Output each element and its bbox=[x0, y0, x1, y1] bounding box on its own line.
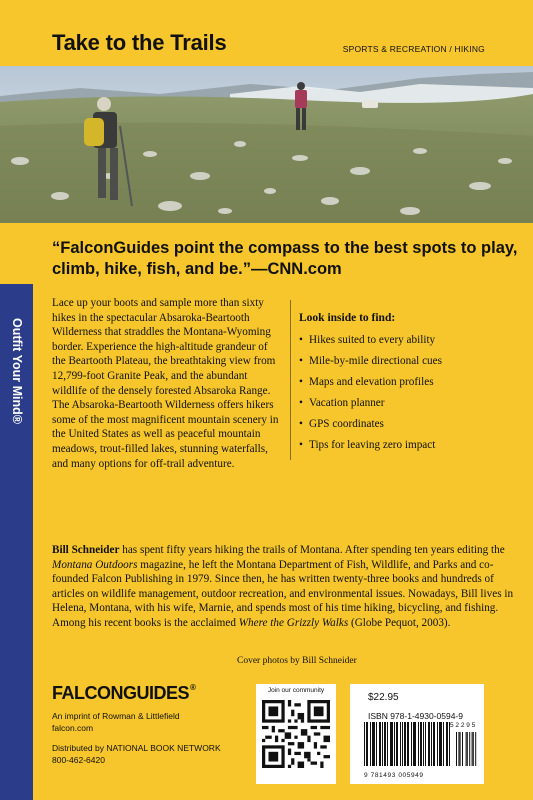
barcode-bar bbox=[373, 722, 374, 766]
barcode-addon-bar bbox=[469, 732, 470, 766]
barcode-bar bbox=[439, 722, 440, 766]
feature-item: • Maps and elevation profiles bbox=[299, 372, 499, 393]
imprint-info bbox=[52, 711, 180, 734]
barcode-bar bbox=[367, 722, 368, 766]
book-description: Lace up your boots and sample more than sixty hikes in the spectacular Absaroka-Beartooth Wilderness that straddles the Montana-Wyoming border. Experience the high-altitude grandeur of the Beartooth Plateau, the breathtaking view from 12,799-foot Granite Peak, and the abundant wildlife of the densely forested Absaroka Range. The Absaroka-Beartooth Wilderness offers hikers some of the most magnificent mountain scenery in the United States as well as peaceful mountain meadows, trout-filled lakes, stunning waterfalls, and many options for off-trail adventure. bbox=[52, 297, 279, 470]
feature-item: • Hikes suited to every ability bbox=[299, 330, 499, 351]
qr-code[interactable] bbox=[262, 700, 330, 768]
feature-item: • Vacation planner bbox=[299, 393, 499, 414]
qr-code-panel bbox=[256, 684, 336, 784]
barcode-addon-bar bbox=[472, 732, 473, 766]
imprint-line: An imprint of Rowman & Littlefield bbox=[52, 711, 180, 721]
barcode-bar bbox=[428, 722, 429, 766]
photo-credit: Cover photos by Bill Schneider bbox=[237, 656, 357, 666]
barcode-bar bbox=[402, 722, 403, 766]
barcode-bar bbox=[420, 722, 421, 766]
barcode-bar bbox=[376, 722, 377, 766]
sidebar-tagline bbox=[10, 318, 26, 468]
barcode-bar bbox=[425, 722, 426, 766]
price-label: $22.95 bbox=[368, 692, 399, 703]
feature-item: • Tips for leaving zero impact bbox=[299, 435, 499, 456]
falconguides-logo bbox=[52, 683, 195, 704]
barcode-bar bbox=[415, 722, 416, 766]
barcode-bar bbox=[387, 722, 388, 766]
author-bio bbox=[52, 543, 520, 630]
barcode-bar bbox=[447, 722, 448, 766]
features-box bbox=[290, 300, 499, 460]
barcode-bar bbox=[394, 722, 395, 766]
barcode-bar bbox=[431, 722, 432, 766]
barcode-bar bbox=[434, 722, 435, 766]
isbn-label: ISBN 978-1-4930-0594-9 bbox=[368, 711, 463, 721]
barcode-addon-bar bbox=[458, 732, 459, 766]
barcode-bar bbox=[418, 722, 419, 766]
barcode-bar bbox=[440, 722, 441, 766]
bio-text-1: has spent fifty years hiking the trails of Montana. After spending ten years editing the bbox=[119, 544, 505, 556]
barcode-bar bbox=[384, 722, 385, 766]
barcode-bar bbox=[379, 722, 380, 766]
sidebar-tagline-text: Outfit Your Mind® bbox=[10, 318, 24, 424]
barcode-addon-digits: 5 2 2 9 5 bbox=[450, 722, 476, 729]
barcode-panel bbox=[350, 684, 484, 784]
review-quote bbox=[52, 238, 522, 280]
qr-label: Join our community bbox=[267, 687, 325, 694]
features-list bbox=[299, 330, 499, 456]
distributor-info bbox=[52, 743, 221, 766]
book-title: Where the Grizzly Walks bbox=[238, 616, 349, 629]
website-link[interactable]: falcon.com bbox=[52, 722, 94, 733]
quote-text: “FalconGuides point the compass to the best spots to play, climb, hike, fish, and be.”— bbox=[52, 239, 518, 278]
barcode-bar bbox=[400, 722, 401, 766]
barcode-bar bbox=[392, 722, 393, 766]
barcode-bar bbox=[374, 722, 375, 766]
distributor-phone: 800-462-6420 bbox=[52, 754, 105, 765]
barcode-bar bbox=[396, 722, 397, 766]
barcode-addon-bar bbox=[460, 732, 461, 766]
features-title: Look inside to find: bbox=[299, 312, 396, 324]
barcode-bar bbox=[423, 722, 424, 766]
magazine-title: Montana Outdoors bbox=[52, 558, 138, 571]
barcode-addon-bar bbox=[467, 732, 468, 766]
barcode-bar bbox=[421, 722, 422, 766]
barcode-bar bbox=[446, 722, 447, 766]
barcode-bar bbox=[385, 722, 386, 766]
barcode-bar bbox=[429, 722, 430, 766]
barcode-bar bbox=[443, 722, 444, 766]
barcode-bar bbox=[411, 722, 412, 766]
barcode-bar bbox=[414, 722, 415, 766]
barcode-digits: 9 781493 005949 bbox=[364, 772, 424, 779]
feature-item: • GPS coordinates bbox=[299, 414, 499, 435]
barcode-bar bbox=[441, 722, 442, 766]
author-name: Bill Schneider bbox=[52, 544, 120, 556]
barcode-bar bbox=[366, 722, 367, 766]
page-title: Take to the Trails bbox=[52, 30, 227, 55]
barcode-addon-bar bbox=[475, 732, 476, 766]
logo-text: FALCONGUIDES bbox=[52, 683, 190, 703]
isbn-barcode bbox=[364, 722, 478, 772]
barcode-bar bbox=[405, 722, 406, 766]
barcode-bar bbox=[382, 722, 383, 766]
feature-item: • Mile-by-mile directional cues bbox=[299, 351, 499, 372]
barcode-bar bbox=[408, 722, 409, 766]
barcode-bar bbox=[370, 722, 371, 766]
barcode-bar bbox=[433, 722, 434, 766]
category-label: SPORTS & RECREATION / HIKING bbox=[342, 44, 485, 54]
quote-attribution: CNN.com bbox=[267, 260, 342, 278]
barcode-bar bbox=[391, 722, 392, 766]
header-band bbox=[0, 0, 533, 66]
barcode-bar bbox=[404, 722, 405, 766]
bio-text-3: (Globe Pequot, 2003). bbox=[348, 616, 451, 629]
barcode-bar bbox=[364, 722, 365, 766]
barcode-addon-bar bbox=[473, 732, 474, 766]
barcode-bar bbox=[407, 722, 408, 766]
cover-photo bbox=[0, 66, 533, 223]
barcode-bar bbox=[380, 722, 381, 766]
barcode-addon-bar bbox=[456, 732, 457, 766]
barcode-bar bbox=[372, 722, 373, 766]
bio-text-2: magazine, he left the Montana Department of Fish, Wildlife, and Parks and co-founded Falcon Publishing in 1979. Since then, he has written twenty-three books and hundreds of articles on wildlife management, outdoor recreation, and environmental issues. Nowadays, Bill lives in Helena, Montana, with his wife, Marnie, and spends most of his time hiking, bicycling, and fishing. Among his recent books is the acclaimed bbox=[52, 558, 514, 629]
distributor-line: Distributed by NATIONAL BOOK NETWORK bbox=[52, 743, 221, 753]
barcode-bar bbox=[413, 722, 414, 766]
barcode-bar bbox=[397, 722, 398, 766]
barcode-addon-bar bbox=[462, 732, 463, 766]
barcode-bar bbox=[437, 722, 438, 766]
barcode-addon-bar bbox=[466, 732, 467, 766]
logo-registered-mark: ® bbox=[190, 683, 196, 692]
barcode-bar bbox=[390, 722, 391, 766]
